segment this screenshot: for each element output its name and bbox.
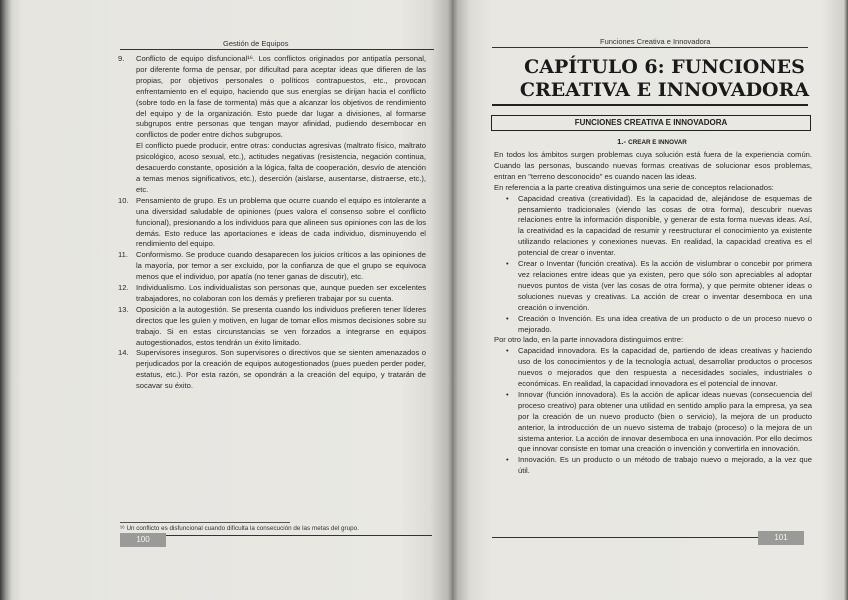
creative-lead: En referencia a la parte creativa distinguimos una serie de conceptos relacionados: [494,182,774,192]
section-heading: 1.- CREAR E INNOVAR [617,137,687,146]
list-item: 10. Pensamiento de grupo. Es un problema que ocurre cuando el equipo es intolerante a una diversidad saludable de opiniones (pues valora el consenso sobre el conflicto funcional), presionando a los individuos para que alineen sus opiniones con las de los demás. Esto reduce las aportaciones e ideas de cada individuo, disminuyendo el rendimiento del equipo. [118,195,426,249]
list-item: • Crear o Inventar (función creativa). Es la acción de vislumbrar o concebir por primera vez relaciones entre ideas que ya existen, pero que sólo son apreciables al adoptar nuevos puntos de vista (ver las cosas de otra forma), y que permite obtener ideas o soluciones nuevas y creativas. La acción de crear o inventar desemboca en una creación o invención. [506,259,812,312]
innovative-lead: Por otro lado, en la parte innovadora distinguimos entre: [494,335,684,345]
right-header-rule [492,47,808,48]
left-header-rule [120,49,434,50]
left-body-text [118,54,426,392]
list-item: • Innovar (función innovadora). Es la acción de aplicar ideas nuevas (consecuencia del proceso creativo) para obtener una utilidad en sentido amplio para la empresa, ya sea por la creación de un nuevo producto (bien o servicio), la mejora de un producto anterior, la introducción de un nuevo sistema de trabajo (proceso) o la mejora de un sistema anterior. La acción de innovar desemboca en una innovación. Por ello decimos que innovar consiste en tomar una creación o invención y convertirla en innovación. [506,389,812,454]
section-box-title: FUNCIONES CREATIVA E INNOVADORA [491,115,811,131]
list-item: • Capacidad creativa (creatividad). Es la capacidad de, alejándose de esquemas de pensamiento tradicionales (viendo las cosas de otra forma), descubrir nuevas relaciones entre la información disponible, y generar de esta forma nuevas ideas. Así, la creatividad es la capacidad de resumir y reestructurar el conocimiento ya existente utilizando relaciones y conexiones nuevas. En realidad, la capacidad creativa es el potencial de crear o inventar. [506,193,812,258]
left-running-head: Gestión de Equipos [223,39,289,48]
footnote-rule [120,522,290,523]
list-item: 12. Individualismo. Los individualistas son personas que, aunque pueden ser excelentes trabajadores, no colaboran con los demás y prefieren trabajar por su cuenta. [118,283,426,303]
list-item: 14. Supervisores inseguros. Son supervisores o directivos que se sienten amenazados o perjudicados por la creación de equipos autogestionados (pues pueden perder poder, estatus, etc.). Por esta razón, se opondrán a la creación del equipo, y tratarán de socavar su éxito. [118,348,426,391]
list-item: 11. Conformismo. Se produce cuando desaparecen los juicios críticos a las opiniones de la mayoría, por temor a ser excluido, por la confianza de que el grupo se equivoca menos que el individuo, por apatía (no tener ganas de discutir), etc. [118,250,426,282]
list-item: 9. Conflicto de equipo disfuncional¹⁶. Los conflictos originados por antipatía personal, por diferente forma de pensar, por dificultad para aceptar ideas que difieren de las propias, por objetivos personales o políticos contrapuestos, etc., provocan enfrentamiento en el equipo, haciendo que sus energías se dirijan hacia el conflicto (sobre todo en la fase de tormenta) más que a alcanzar los objetivos de rendimiento del equipo y de la organización. Esto puede dar lugar a divisiones, al formarse subgrupos entre personas que tengan mayor afinidad, pudiendo desembocar en conflictos de poder entre dichos subgrupos. [118,54,426,140]
right-body-text [494,150,812,477]
chapter-title: CAPÍTULO 6: FUNCIONES CREATIVA E INNOVADORA [519,56,810,101]
right-page [452,0,848,600]
list-item: • Creación o Invención. Es una idea creativa de un producto o de un proceso nuevo o mejorado. [506,313,812,334]
right-page-number: 101 [758,531,804,545]
list-item: • Capacidad innovadora. Es la capacidad de, partiendo de ideas creativas y haciendo uso de los conocimientos y de la tecnología actual, desarrollar productos o procesos nuevos o mejorados que den respuesta a necesidades sociales, industriales o económicas. En realidad, la capacidad innovadora es el potencial de innovar. [506,346,812,389]
intro-paragraph: En todos los ámbitos surgen problemas cuya solución está fuera de la experiencia común. Cuando las personas, buscando nuevas formas creativas de solucionar esos problemas, entran en "terreno desconocido" es cuando nacen las ideas. [494,150,812,181]
left-page-number: 100 [120,533,166,547]
right-running-head: Funciones Creativa e Innovadora [600,37,711,46]
list-item: El conflicto puede producir, entre otras: conductas agresivas (maltrato físico, maltrato psicológico, acoso sexual, etc.), actitudes negativas (resistencia, negación continua, desacuerdo constante, oposición a la lógica, falta de cooperación, desvío de atención a temas menos significativos, etc.), deserción (aislarse, ausentarse, distraerse, etc.), etc. [136,141,426,194]
left-footer-rule [120,535,432,536]
footnote: ¹⁶ Un conflicto es disfuncional cuando dificulta la consecución de las metas del grupo. [120,525,359,532]
list-item: • Innovación. Es un producto o un método de trabajo nuevo o mejorado, a la vez que útil. [506,455,812,476]
chapter-rule [492,104,808,106]
list-item: 13. Oposición a la autogestión. Se presenta cuando los individuos prefieren tener líderes directos que les guíen y motiven, en lugar de tomar ellos mismos decisiones sobre su trabajo. Si en estas circunstancias se ven forzados a integrarse en equipos autogestionados, estos tendrán un éxito limitado. [118,304,426,347]
